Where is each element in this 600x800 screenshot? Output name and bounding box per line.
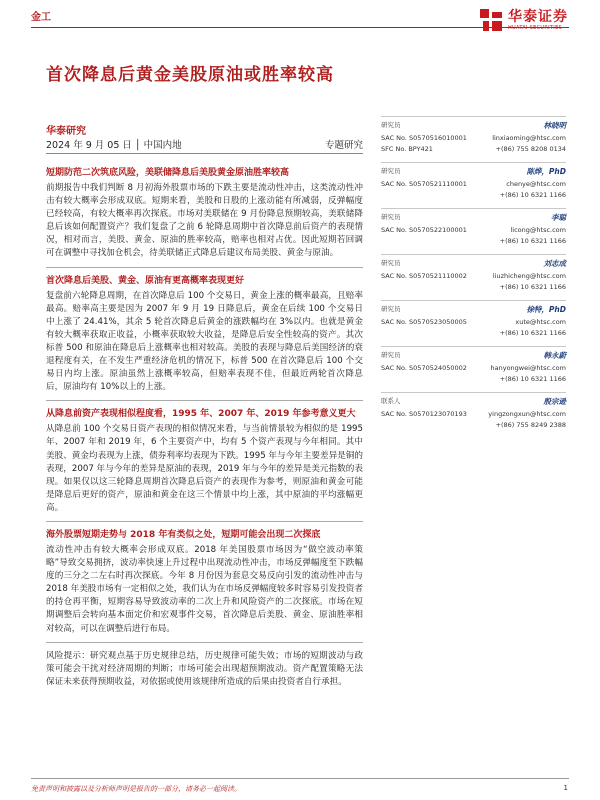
analyst-card [381, 162, 566, 208]
analyst-name: 李聪 [551, 213, 566, 222]
analyst-role: 研究员 [381, 305, 401, 313]
analyst-sidebar [381, 116, 566, 438]
section-divider [46, 267, 363, 268]
analyst-card [381, 208, 566, 254]
analyst-name: 林晓明 [543, 121, 566, 130]
section-2 [46, 275, 363, 402]
section-title: 从降息前资产表现相似程度看，1995 年、2007 年、2019 年参考意义更大 [46, 409, 356, 420]
analyst-sac: SAC No. S0570123070193 [381, 410, 467, 418]
section-title: 海外股票短期走势与 2018 年有类似之处，短期可能会出现二次探底 [46, 529, 321, 540]
analyst-sac: SAC No. S0570522100001 [381, 226, 467, 234]
footer-divider [31, 778, 569, 779]
analyst-name: 殷宗逊 [543, 397, 566, 406]
analyst-email[interactable]: chenye@htsc.com [506, 180, 566, 188]
analyst-name: 韩永蔚 [543, 351, 566, 360]
section-1 [46, 167, 363, 268]
analyst-card [381, 392, 566, 438]
analyst-role: 研究员 [381, 167, 401, 175]
analyst-sfc: SFC No. BPY421 [381, 145, 433, 153]
section-title: 短期防范二次筑底风险，美联储降息后美股黄金原油胜率较高 [46, 168, 290, 178]
risk-warning: 风险提示：研究观点基于历史规律总结，历史规律可能失效；市场的短期波动与政策可能会干扰对经济周期的判断；市场可能会出现超预期波动。资产配置策略无法保证未来获得预期收益，对依据或使用该规律所造成的后果由投资者自行承担。 [46, 650, 363, 687]
section-3 [46, 408, 363, 522]
section-body: 复盘前六轮降息周期，在首次降息后 100 个交易日，黄金上涨的概率最高，且赔率最高。赔率高主要是因为 2007 年 9 月 19 日降息后，黄金在后续 100 个交易日中上涨了 24.41%，其余 5 轮首次降息后黄金的涨跌幅均在 3%以内。也就是黄金有较大概率获取正收益，小概率获取较大收益，是降息后安全性较高的资产。其次标普 500 和原油在降息后上涨概率也相对较高。美股的表现与降息后美国经济的衰退程度有关，在不发生严重经济危机的情况下，标普 500 在首次降息后 100 个交易日内均上涨。原油虽然上涨概率较高，但赔率表现不佳，但最近两轮首次降息后，原油均有 10%以上的上涨。 [46, 290, 363, 393]
section-4 [46, 529, 363, 643]
analyst-phone: +(86) 10 6321 1166 [499, 191, 566, 199]
author-label: 华泰研究 [46, 126, 86, 137]
meta-divider [46, 153, 363, 154]
logo-text-cn: 华泰证券 [508, 8, 568, 25]
analyst-card [381, 254, 566, 300]
analyst-phone: +(86) 10 6321 1166 [499, 375, 566, 383]
analyst-sac: SAC No. S0570521110001 [381, 180, 467, 188]
analyst-sac: SAC No. S0570524050002 [381, 364, 467, 372]
analyst-phone: +(86) 10 6321 1166 [499, 329, 566, 337]
analyst-name: 徐特，PhD [526, 305, 566, 314]
analyst-email[interactable]: hanyongwei@htsc.com [490, 364, 566, 372]
analyst-phone: +(86) 755 8208 0134 [495, 145, 566, 153]
section-body: 流动性冲击有较大概率会形成双底。2018 年美国股票市场因为“做空波动率策略”导致交易拥挤，波动率快速上升过程中出现流动性冲击，市场反弹幅度至下跌幅度的三分之二左右时再次探底。今年 8 月份因为套息交易反向引发的流动性冲击与 2018 年美股市场有一定相似之处，我们认为在市场反弹幅度较多时容易引发投资者的持仓再平衡，短期容易导致波动率的二次上升和风险资产的二次探底。市场在短期调整后会转向基本面定价和宏观事件交易，首次降息后美股、黄金、原油胜率相对较高，可以在调整后进行布局。 [46, 544, 363, 634]
report-type: 专题研究 [324, 140, 363, 151]
analyst-role: 研究员 [381, 259, 401, 267]
analyst-email[interactable]: xute@htsc.com [515, 318, 566, 326]
section-body: 前期报告中我们判断 8 月初海外股票市场的下跌主要是流动性冲击，这类流动性冲击有较大概率会形成双底。短期来看，美股和日股的上涨动能有所减弱，反弹幅度已经较高，有较大概率再次探底。市场对美联储在 9 月份降息预期较高，美联储降息后该如何配置资产？我们复盘了之前 6 轮降息周期中首次降息前后资产的表现情况，相对而言，美股、黄金、原油的胜率较高，赔率也相对占优。因此短期若回调可在调整中寻找加仓机会，待美联储正式降息后建议布局美股、黄金与原油。 [46, 183, 363, 259]
analyst-phone: +(86) 10 6321 1166 [499, 237, 566, 245]
analyst-email[interactable]: linxiaoming@htsc.com [492, 134, 566, 142]
analyst-phone: +(86) 10 6321 1166 [499, 283, 566, 291]
analyst-sac: SAC No. S0570516010001 [381, 134, 467, 142]
section-divider [46, 400, 363, 401]
section-divider [46, 521, 363, 522]
logo-icon [480, 9, 502, 31]
report-title: 首次降息后黄金美股原油或胜率较高 [46, 65, 334, 85]
analyst-sac: SAC No. S0570523050005 [381, 318, 467, 326]
section-title: 首次降息后美股、黄金、原油有更高概率表现更好 [46, 275, 245, 286]
section-divider [46, 642, 363, 643]
analyst-card [381, 116, 566, 162]
analyst-phone: +(86) 755 8249 2388 [495, 421, 566, 429]
disclaimer-footer: 免责声明和披露以及分析师声明是报告的一部分，请务必一起阅读。 [31, 785, 241, 793]
section-body: 从降息前 100 个交易日资产表现的相似情况来看，与当前情景较为相似的是 1995 年、2007 年和 2019 年，6 个主要资产中，均有 5 个资产表现与今年相同。其中美股、黄金均表现为上涨，债券利率均表现为下跌。1995 年与今年主要差异是铜的表现，2007 年与今年的差异是原油的表现，2019 年与今年的差异是美元指数的表现。如果仅以这三轮降息周期首次降息后资产的表现作为参考，则原油和黄金可能是降息后更好的资产，原油和黄金在这三个情景中均上涨，其中原油的平均涨幅更高。 [46, 424, 363, 513]
analyst-card [381, 346, 566, 392]
logo-text-en: HUATAI SECURITIES [508, 24, 562, 31]
analyst-role: 研究员 [381, 213, 401, 221]
analyst-name: 刘志成 [543, 259, 566, 268]
analyst-name: 陈烨，PhD [526, 167, 566, 176]
analyst-sac: SAC No. S0570521110002 [381, 272, 467, 280]
analyst-card [381, 300, 566, 346]
analyst-email[interactable]: yingzongxun@htsc.com [488, 410, 566, 418]
analyst-role: 研究员 [381, 351, 401, 359]
date-region: 2024 年 9 月 05 日 │ 中国内地 [46, 140, 182, 151]
report-category: 金工 [31, 12, 51, 23]
analyst-role: 联系人 [381, 397, 401, 405]
risk-section [46, 650, 363, 689]
analyst-role: 研究员 [381, 121, 401, 129]
main-content [46, 160, 363, 689]
meta-line [46, 137, 363, 151]
analyst-email[interactable]: liuzhicheng@htsc.com [492, 272, 566, 280]
page-number: 1 [563, 784, 568, 792]
company-logo [480, 9, 568, 31]
analyst-email[interactable]: licong@htsc.com [510, 226, 566, 234]
